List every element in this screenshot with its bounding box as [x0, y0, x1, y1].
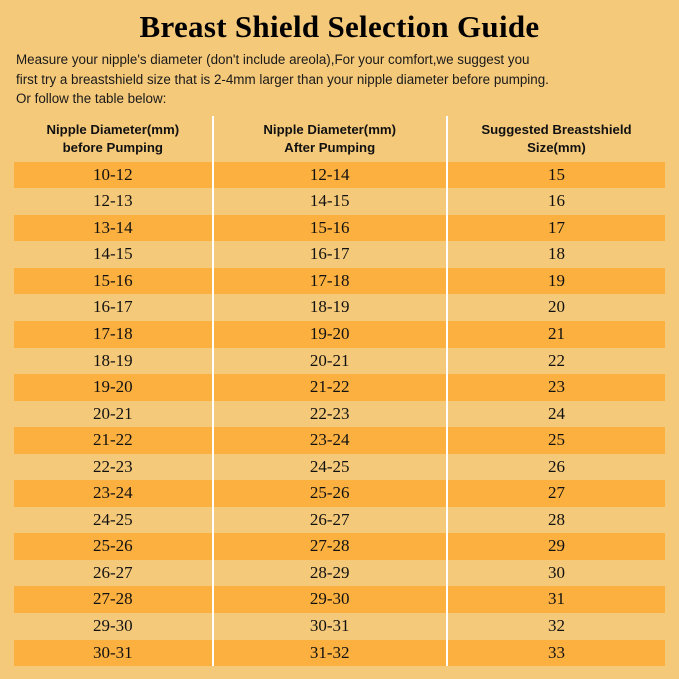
cell-nipple-after: 17-18 — [213, 268, 447, 295]
cell-suggested-size: 28 — [447, 507, 665, 534]
cell-nipple-before: 17-18 — [14, 321, 213, 348]
table-row — [14, 401, 665, 428]
cell-suggested-size: 27 — [447, 480, 665, 507]
cell-nipple-before: 18-19 — [14, 348, 213, 375]
table-row — [14, 241, 665, 268]
cell-suggested-size: 33 — [447, 640, 665, 667]
cell-nipple-after: 15-16 — [213, 215, 447, 242]
table-row — [14, 348, 665, 375]
table-row — [14, 533, 665, 560]
cell-nipple-before: 29-30 — [14, 613, 213, 640]
table-row — [14, 480, 665, 507]
intro-line-3: Or follow the table below: — [16, 90, 167, 106]
cell-suggested-size: 15 — [447, 162, 665, 189]
cell-nipple-before: 10-12 — [14, 162, 213, 189]
cell-nipple-after: 14-15 — [213, 188, 447, 215]
intro-line-2: first try a breastshield size that is 2-4mm larger than your nipple diameter before pumping. — [16, 71, 549, 87]
cell-nipple-after: 27-28 — [213, 533, 447, 560]
table-row — [14, 321, 665, 348]
table-row — [14, 374, 665, 401]
cell-nipple-before: 25-26 — [14, 533, 213, 560]
cell-nipple-after: 23-24 — [213, 427, 447, 454]
table-header-row — [14, 116, 665, 161]
cell-nipple-before: 20-21 — [14, 401, 213, 428]
cell-nipple-before: 12-13 — [14, 188, 213, 215]
table-row — [14, 640, 665, 667]
cell-nipple-before: 14-15 — [14, 241, 213, 268]
column-header-nipple-before: Nipple Diameter(mm) before Pumping — [14, 116, 213, 161]
cell-nipple-after: 19-20 — [213, 321, 447, 348]
table-row — [14, 427, 665, 454]
cell-nipple-after: 16-17 — [213, 241, 447, 268]
cell-suggested-size: 25 — [447, 427, 665, 454]
cell-suggested-size: 23 — [447, 374, 665, 401]
cell-nipple-after: 12-14 — [213, 162, 447, 189]
cell-suggested-size: 31 — [447, 586, 665, 613]
cell-nipple-after: 20-21 — [213, 348, 447, 375]
table-body — [14, 162, 665, 666]
cell-nipple-after: 28-29 — [213, 560, 447, 587]
cell-nipple-after: 22-23 — [213, 401, 447, 428]
column-header-suggested-size: Suggested Breastshield Size(mm) — [447, 116, 665, 161]
table-row — [14, 586, 665, 613]
cell-nipple-before: 23-24 — [14, 480, 213, 507]
table-row — [14, 162, 665, 189]
cell-nipple-before: 27-28 — [14, 586, 213, 613]
cell-nipple-after: 18-19 — [213, 294, 447, 321]
cell-nipple-after: 21-22 — [213, 374, 447, 401]
cell-suggested-size: 17 — [447, 215, 665, 242]
cell-nipple-before: 16-17 — [14, 294, 213, 321]
cell-nipple-after: 31-32 — [213, 640, 447, 667]
cell-nipple-before: 21-22 — [14, 427, 213, 454]
table-row — [14, 268, 665, 295]
cell-suggested-size: 21 — [447, 321, 665, 348]
table-row — [14, 613, 665, 640]
page-title: Breast Shield Selection Guide — [139, 9, 540, 44]
table-row — [14, 188, 665, 215]
cell-nipple-before: 13-14 — [14, 215, 213, 242]
cell-suggested-size: 29 — [447, 533, 665, 560]
cell-nipple-before: 24-25 — [14, 507, 213, 534]
cell-nipple-after: 24-25 — [213, 454, 447, 481]
cell-suggested-size: 32 — [447, 613, 665, 640]
table-row — [14, 294, 665, 321]
cell-nipple-after: 30-31 — [213, 613, 447, 640]
cell-nipple-before: 19-20 — [14, 374, 213, 401]
table-row — [14, 560, 665, 587]
cell-suggested-size: 18 — [447, 241, 665, 268]
table-row — [14, 507, 665, 534]
cell-suggested-size: 16 — [447, 188, 665, 215]
intro-line-1: Measure your nipple's diameter (don't include areola),For your comfort,we suggest you — [16, 52, 530, 68]
cell-suggested-size: 22 — [447, 348, 665, 375]
cell-suggested-size: 24 — [447, 401, 665, 428]
cell-suggested-size: 26 — [447, 454, 665, 481]
cell-nipple-after: 26-27 — [213, 507, 447, 534]
column-header-nipple-after: Nipple Diameter(mm) After Pumping — [213, 116, 447, 161]
table-row — [14, 454, 665, 481]
cell-nipple-after: 29-30 — [213, 586, 447, 613]
cell-nipple-before: 22-23 — [14, 454, 213, 481]
table-row — [14, 215, 665, 242]
cell-suggested-size: 30 — [447, 560, 665, 587]
cell-suggested-size: 20 — [447, 294, 665, 321]
cell-nipple-before: 15-16 — [14, 268, 213, 295]
cell-suggested-size: 19 — [447, 268, 665, 295]
cell-nipple-before: 26-27 — [14, 560, 213, 587]
intro-text — [16, 50, 665, 108]
size-guide-table — [14, 116, 665, 666]
table-header — [14, 116, 665, 161]
cell-nipple-after: 25-26 — [213, 480, 447, 507]
cell-nipple-before: 30-31 — [14, 640, 213, 667]
